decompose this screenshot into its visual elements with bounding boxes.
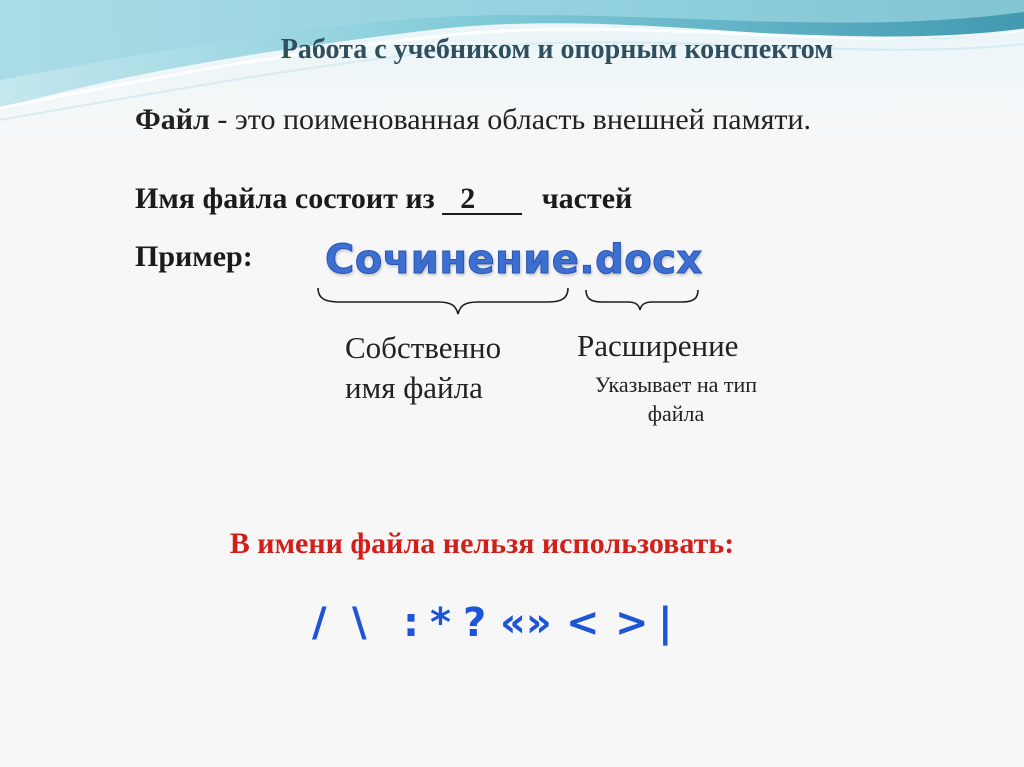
forbidden-char-greater-than: > <box>615 600 649 646</box>
curly-braces <box>310 282 710 322</box>
example-filename: Сочинение.docx <box>325 237 703 283</box>
example-label: Пример: <box>135 240 253 273</box>
forbidden-char-colon: : <box>403 600 419 646</box>
extension-label: Расширение <box>577 328 739 363</box>
extension-description: Указывает на тип файла <box>594 372 758 426</box>
extension-brace <box>586 290 698 310</box>
own-name-brace <box>318 288 568 314</box>
forbidden-char-pipe: | <box>658 600 673 646</box>
definition-term: Файл <box>135 103 210 136</box>
definition-line <box>135 103 811 137</box>
name-parts-answer: 2 <box>442 185 522 215</box>
forbidden-char-slash: / <box>312 600 327 646</box>
forbidden-char-backslash: \ <box>352 600 367 646</box>
slide-title: Работа с учебником и опорным конспектом <box>280 34 834 65</box>
name-parts-line <box>135 182 632 216</box>
definition-text: это поименованная область внешней памяти. <box>234 103 812 136</box>
name-parts-before: Имя файла состоит из <box>135 182 443 215</box>
forbidden-char-asterisk: * <box>430 600 451 646</box>
forbidden-char-quotes: «» <box>500 600 552 646</box>
forbidden-char-question: ? <box>463 600 487 646</box>
forbidden-heading: В имени файла нельзя использовать: <box>229 527 735 560</box>
name-parts-after: частей <box>534 182 633 215</box>
own-name-label: Собственно имя файла <box>345 330 502 405</box>
forbidden-char-less-than: < <box>566 600 600 646</box>
definition-dash: - <box>209 103 235 136</box>
